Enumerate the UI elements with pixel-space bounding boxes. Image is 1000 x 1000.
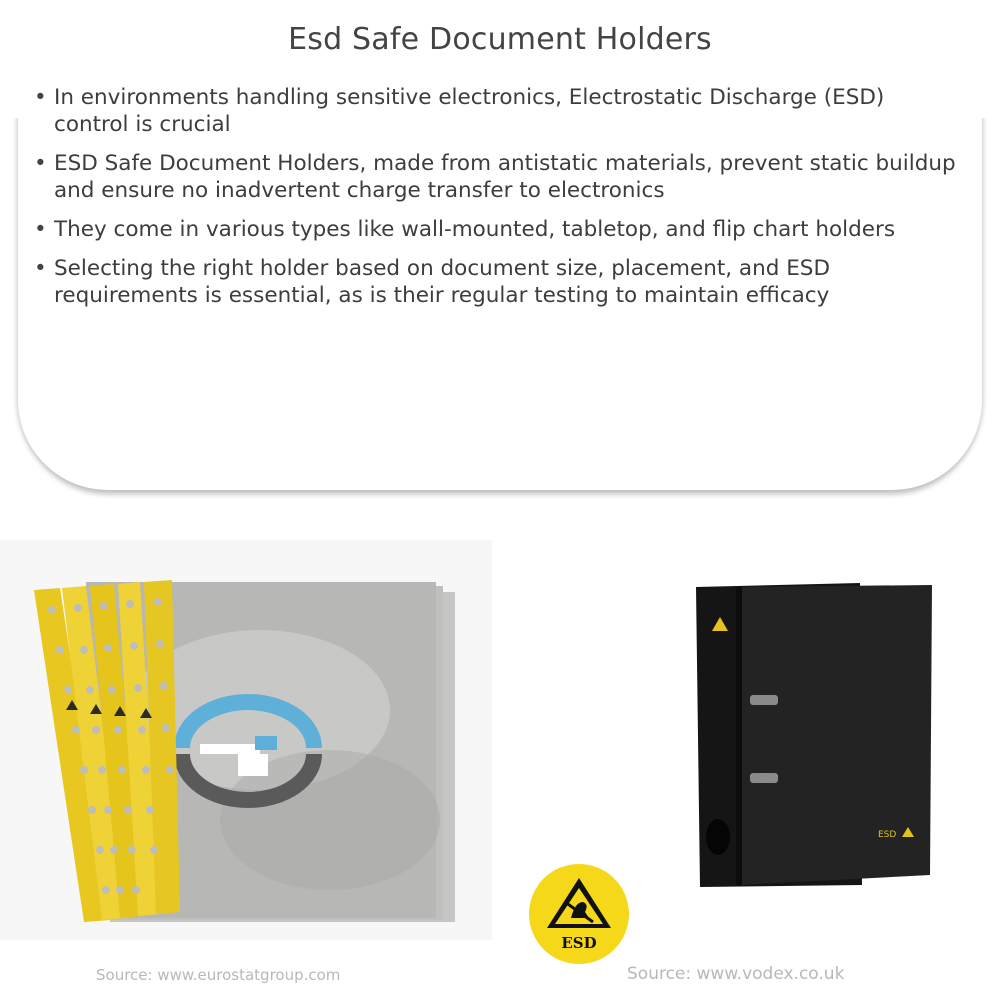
page-title: Esd Safe Document Holders (288, 22, 712, 57)
bullet-list (30, 84, 960, 321)
esd-warning-icon (527, 862, 631, 966)
esd-sleeves-image (0, 540, 492, 940)
bullet-item: • They come in various types like wall-mounted, tabletop, and flip chart holders (30, 216, 960, 243)
esd-symbol-label: ESD (561, 934, 597, 952)
source-caption-left: Source: www.eurostatgroup.com (96, 966, 341, 984)
source-caption-right: Source: www.vodex.co.uk (627, 964, 845, 984)
bullet-item: • Selecting the right holder based on document size, placement, and ESD requirements is essential, as is their regular testing to maintain efficacy (30, 255, 960, 309)
bullet-item: • ESD Safe Document Holders, made from antistatic materials, prevent static buildup and ensure no inadvertent charge transfer to electronics (30, 150, 960, 204)
esd-binder-image (680, 575, 940, 890)
binder-esd-label: ESD (878, 830, 897, 840)
bullet-item: • In environments handling sensitive electronics, Electrostatic Discharge (ESD) control is crucial (30, 84, 960, 138)
